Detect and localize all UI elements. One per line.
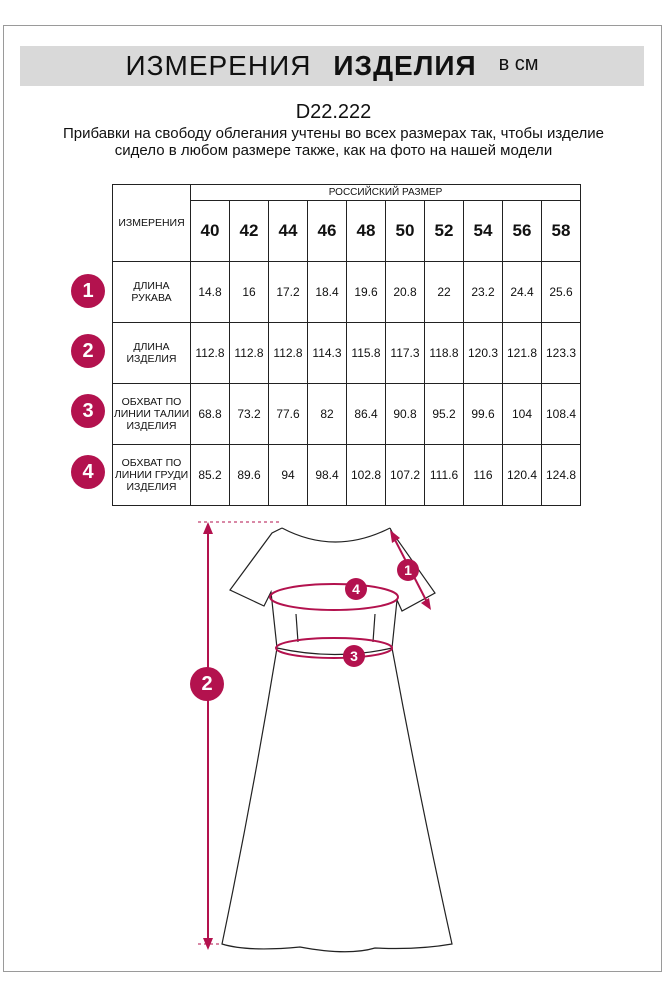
cell: 22 — [425, 262, 464, 323]
cell: 112.8 — [269, 323, 308, 384]
size-header: 42 — [230, 201, 269, 262]
bust-badge: 4 — [345, 578, 367, 600]
row-label: ОБХВАТ ПО ЛИНИИ ГРУДИ ИЗДЕЛИЯ — [113, 445, 191, 506]
cell: 116 — [464, 445, 503, 506]
row-badge-4: 4 — [71, 455, 105, 489]
cell: 23.2 — [464, 262, 503, 323]
cell: 20.8 — [386, 262, 425, 323]
size-header: 40 — [191, 201, 230, 262]
cell: 86.4 — [347, 384, 386, 445]
size-header: 54 — [464, 201, 503, 262]
size-header: 48 — [347, 201, 386, 262]
row-label: ОБХВАТ ПО ЛИНИИ ТАЛИИ ИЗДЕЛИЯ — [113, 384, 191, 445]
cell: 120.3 — [464, 323, 503, 384]
cell: 99.6 — [464, 384, 503, 445]
cell: 112.8 — [230, 323, 269, 384]
cell: 73.2 — [230, 384, 269, 445]
row-label: ДЛИНА ИЗДЕЛИЯ — [113, 323, 191, 384]
waist-badge: 3 — [343, 645, 365, 667]
size-header: 44 — [269, 201, 308, 262]
length-badge: 2 — [190, 667, 224, 701]
cell: 114.3 — [308, 323, 347, 384]
cell: 117.3 — [386, 323, 425, 384]
cell: 111.6 — [425, 445, 464, 506]
row-badge-3: 3 — [71, 394, 105, 428]
cell: 108.4 — [542, 384, 581, 445]
product-code: D22.222 — [295, 101, 372, 123]
cell: 82 — [308, 384, 347, 445]
fit-note: Прибавки на свободу облегания учтены во всех размерах так, чтобы изделие сидело в любом размере также, как на фото на нашей модели — [62, 125, 605, 159]
cell: 112.8 — [191, 323, 230, 384]
russian-size-header: РОССИЙСКИЙ РАЗМЕР — [191, 185, 581, 201]
row-badge-1: 1 — [71, 274, 105, 308]
title-measurements: ИЗМЕРЕНИЯ — [125, 50, 312, 81]
size-header: 58 — [542, 201, 581, 262]
cell: 102.8 — [347, 445, 386, 506]
table-corner-label: ИЗМЕРЕНИЯ — [113, 185, 191, 262]
dress-outline — [222, 528, 452, 952]
cell: 17.2 — [269, 262, 308, 323]
cell: 121.8 — [503, 323, 542, 384]
cell: 19.6 — [347, 262, 386, 323]
cell: 123.3 — [542, 323, 581, 384]
cell: 18.4 — [308, 262, 347, 323]
cell: 89.6 — [230, 445, 269, 506]
cell: 14.8 — [191, 262, 230, 323]
cell: 16 — [230, 262, 269, 323]
size-header: 56 — [503, 201, 542, 262]
cell: 95.2 — [425, 384, 464, 445]
cell: 85.2 — [191, 445, 230, 506]
cell: 68.8 — [191, 384, 230, 445]
row-badge-2: 2 — [71, 334, 105, 368]
size-header: 46 — [308, 201, 347, 262]
title-garment: ИЗДЕЛИЯ — [333, 50, 477, 81]
cell: 90.8 — [386, 384, 425, 445]
cell: 120.4 — [503, 445, 542, 506]
cell: 107.2 — [386, 445, 425, 506]
size-header: 50 — [386, 201, 425, 262]
title-unit: в см — [498, 52, 539, 75]
row-label: ДЛИНА РУКАВА — [113, 262, 191, 323]
cell: 115.8 — [347, 323, 386, 384]
sleeve-badge: 1 — [397, 559, 419, 581]
cell: 25.6 — [542, 262, 581, 323]
size-header: 52 — [425, 201, 464, 262]
cell: 98.4 — [308, 445, 347, 506]
cell: 94 — [269, 445, 308, 506]
cell: 24.4 — [503, 262, 542, 323]
cell: 118.8 — [425, 323, 464, 384]
cell: 77.6 — [269, 384, 308, 445]
cell: 104 — [503, 384, 542, 445]
cell: 124.8 — [542, 445, 581, 506]
